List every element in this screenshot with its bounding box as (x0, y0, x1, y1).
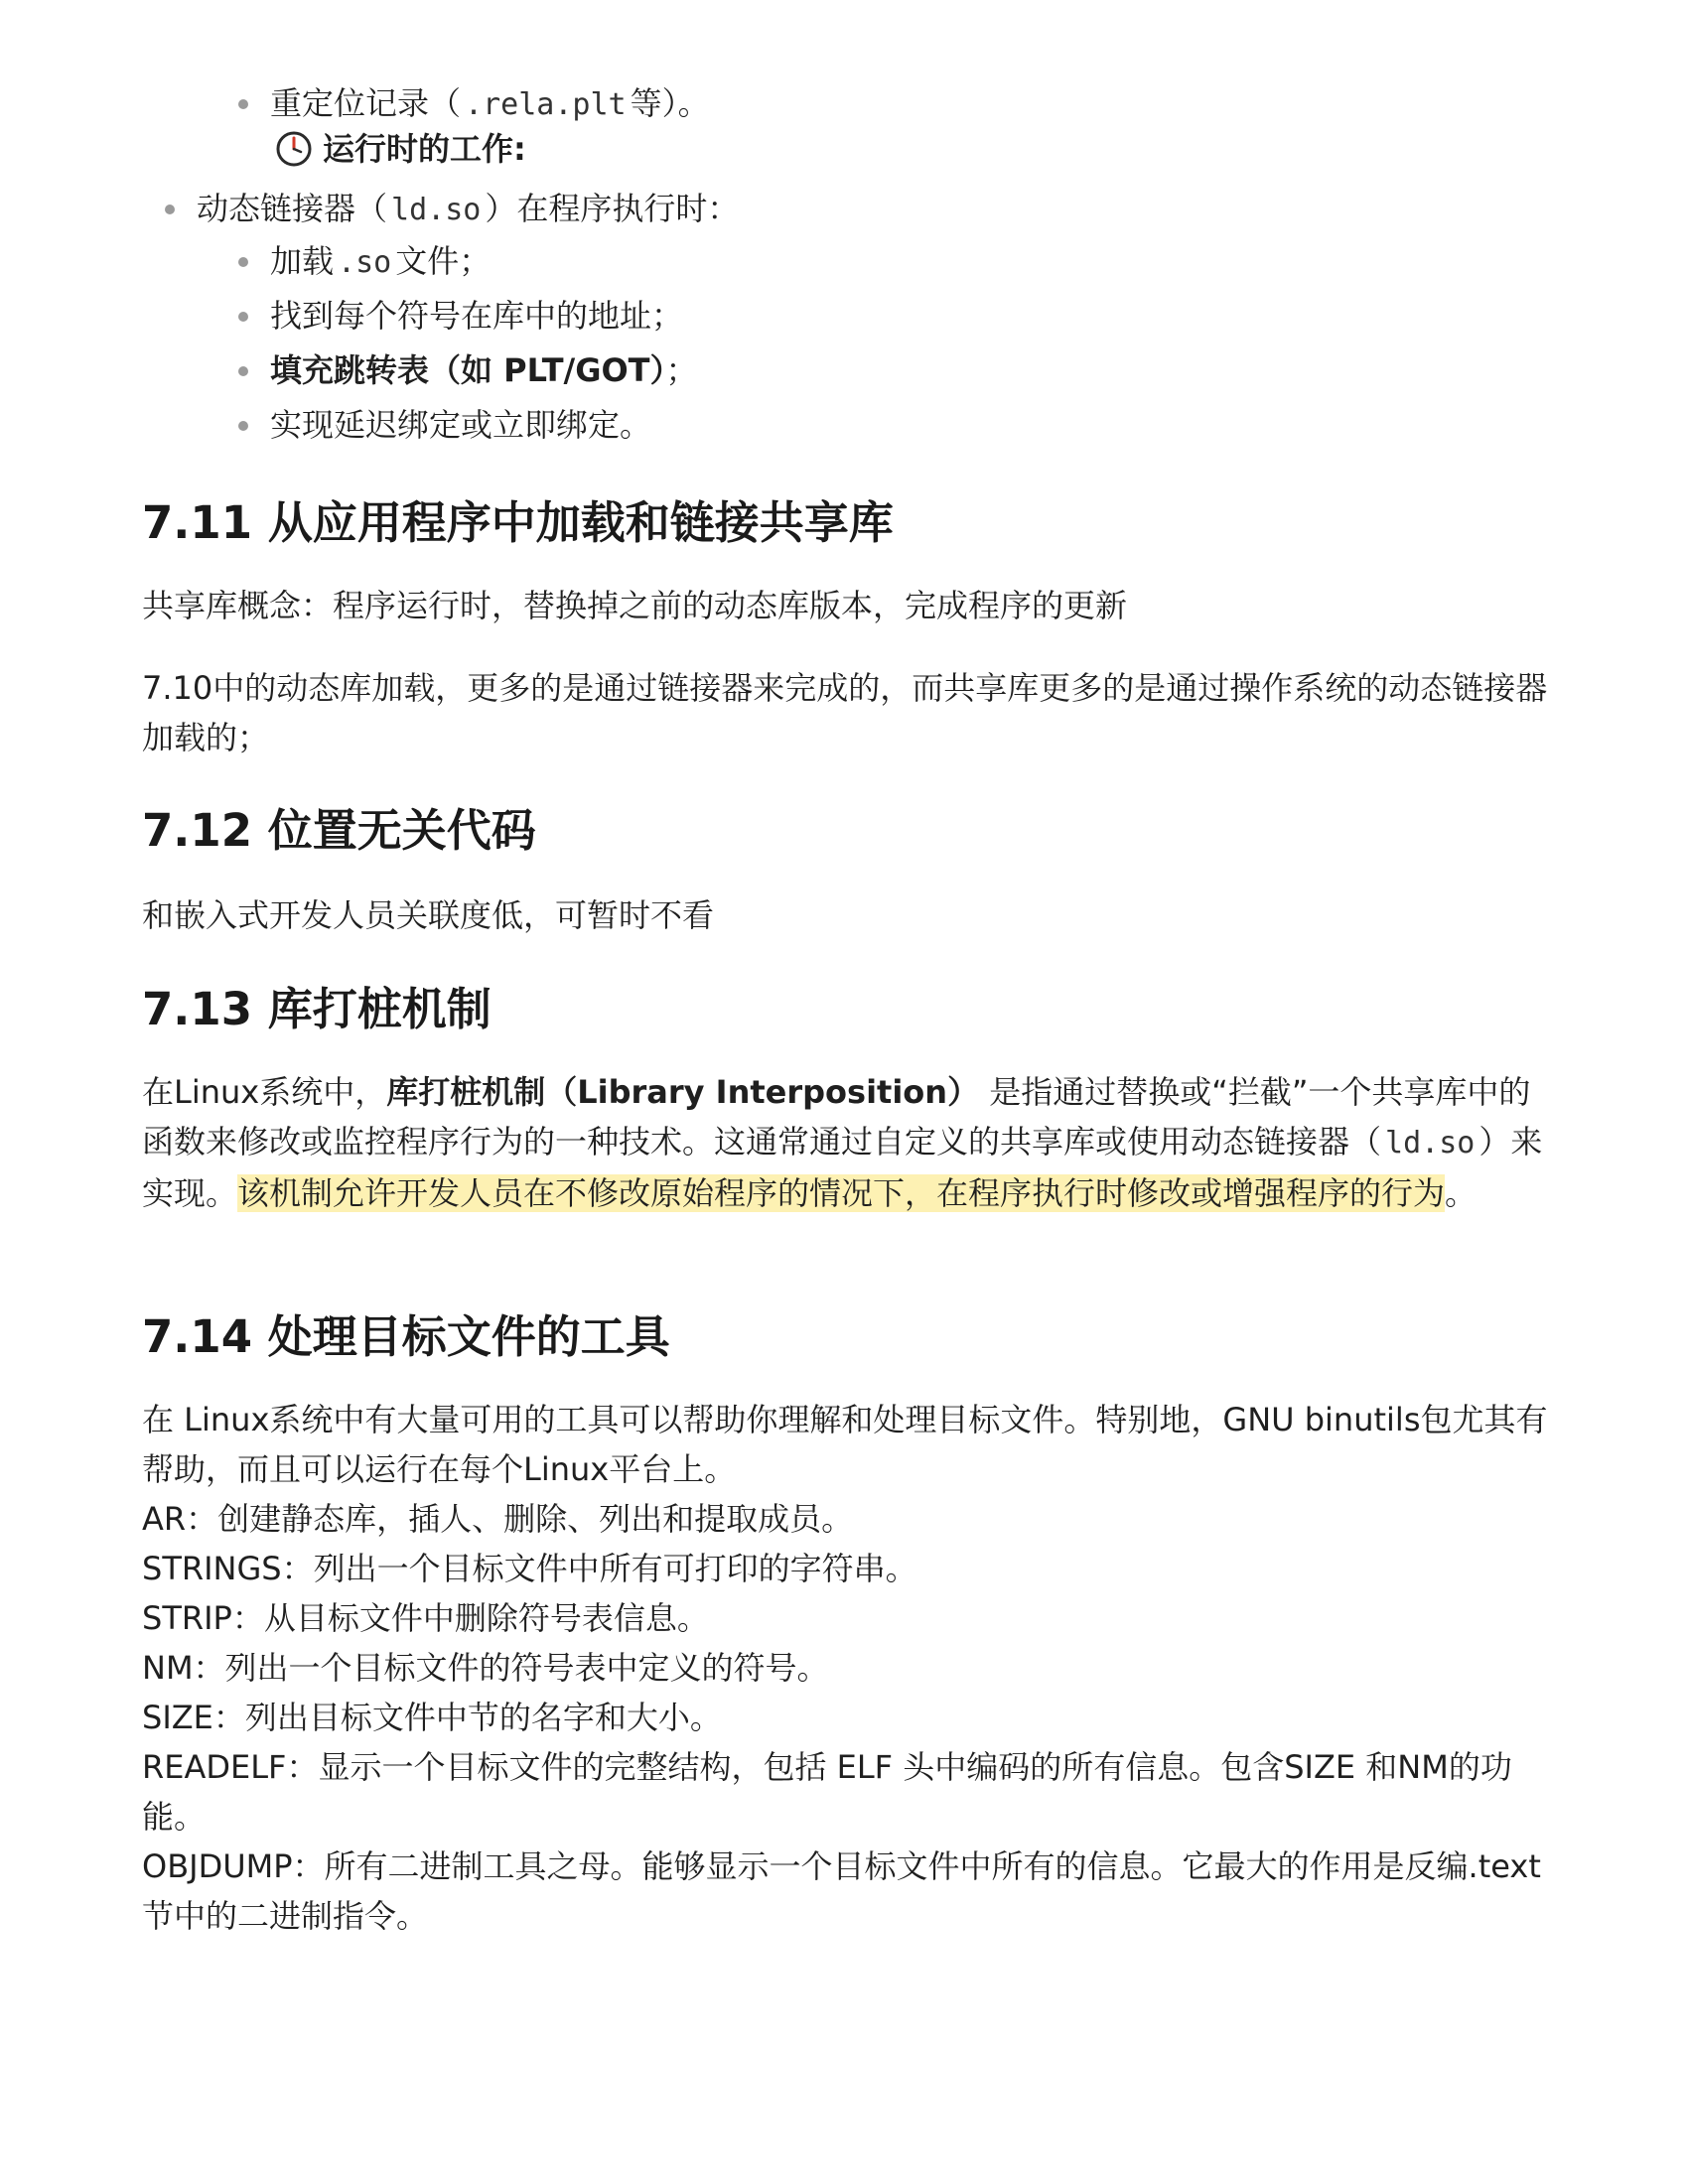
list-bullet (238, 366, 248, 376)
list-item-text: 等）。 (630, 84, 710, 122)
list-item-text: 实现延迟绑定或立即绑定。 (270, 406, 652, 444)
list-item-text: 文件； (395, 242, 492, 280)
list-bullet (238, 421, 248, 431)
heading-7-11: 7.11 从应用程序中加载和链接共享库 (142, 496, 894, 549)
tool-strip: STRIP：从目标文件中删除符号表信息。 (142, 1599, 709, 1637)
inline-code: .rela.plt (465, 87, 627, 122)
list-item-text: 重定位记录（ (270, 84, 462, 122)
list-bullet (238, 257, 248, 267)
runtime-heading (275, 125, 526, 173)
list-bullet (238, 312, 248, 322)
tool-nm: NM：列出一个目标文件的符号表中定义的符号。 (142, 1649, 829, 1687)
sub-item-fill-table (270, 346, 698, 394)
list-bullet (238, 99, 248, 109)
paragraph-text: 在Linux系统中， (142, 1073, 387, 1111)
stopwatch-icon (275, 130, 313, 168)
paragraph-text: 。 (1445, 1174, 1477, 1212)
bold-text: 填充跳转表（如 PLT/GOT） (270, 351, 666, 389)
paragraph-text: 是指通过替换或“拦截”一个共享库中的函数来修改或监控程序行为的一种技术。这通常通过自定义的共享库或使用动态链接器（ (142, 1073, 1531, 1160)
sub-item-binding (270, 401, 651, 449)
heading-7-13: 7.13 库打桩机制 (142, 983, 492, 1035)
paragraph-pic: 和嵌入式开发人员关联度低，可暂时不看 (142, 896, 715, 934)
tools-paragraph (142, 1395, 1552, 1941)
heading-7-14: 7.14 处理目标文件的工具 (142, 1310, 670, 1363)
list-item-text: ； (665, 351, 698, 389)
runtime-label: 运行时的工作: (323, 130, 526, 168)
tools-intro: 在 Linux系统中有大量可用的工具可以帮助你理解和处理目标文件。特别地，GNU binutils包尤其有帮助，而且可以运行在每个Linux平台上。 (142, 1401, 1548, 1488)
sub-item-load (270, 237, 491, 287)
list-item-text: ）在程序执行时： (485, 190, 740, 227)
inline-code: ld.so (391, 193, 482, 227)
list-item-text: 加载 (270, 242, 335, 280)
list-bullet (165, 205, 175, 214)
paragraph-interposition (142, 1067, 1552, 1218)
highlighted-text: 该机制允许开发人员在不修改原始程序的情况下，在程序执行时修改或增强程序的行为 (237, 1174, 1446, 1212)
list-item-dynamic-linker (197, 185, 739, 234)
sub-item-find-symbols (270, 292, 683, 340)
paragraph-text: ）来实现。 (142, 1123, 1543, 1212)
list-item-relocation (270, 79, 710, 129)
tool-objdump: OBJDUMP：所有二进制工具之母。能够显示一个目标文件中所有的信息。它最大的作用是反编.text节中的二进制指令。 (142, 1847, 1541, 1935)
heading-7-12: 7.12 位置无关代码 (142, 804, 536, 857)
bold-text: 库打桩机制（Library Interposition） (386, 1073, 980, 1111)
paragraph-shared-lib-concept: 共享库概念：程序运行时，替换掉之前的动态库版本，完成程序的更新 (142, 587, 1128, 624)
inline-code: .so (338, 245, 392, 280)
tool-readelf: READELF：显示一个目标文件的完整结构，包括 ELF 头中编码的所有信息。包含SIZE 和NM的功能。 (142, 1748, 1512, 1836)
paragraph-dynamic-loading: 7.10中的动态库加载，更多的是通过链接器来完成的，而共享库更多的是通过操作系统的动态链接器加载的； (142, 669, 1548, 756)
list-item-text: 动态链接器（ (197, 190, 388, 227)
tool-strings: STRINGS：列出一个目标文件中所有可打印的字符串。 (142, 1550, 917, 1587)
tool-size: SIZE：列出目标文件中节的名字和大小。 (142, 1699, 722, 1736)
list-item-text: 找到每个符号在库中的地址； (270, 297, 684, 335)
tool-ar: AR：创建静态库，插人、删除、列出和提取成员。 (142, 1500, 854, 1538)
inline-code: ld.so (1385, 1126, 1476, 1160)
